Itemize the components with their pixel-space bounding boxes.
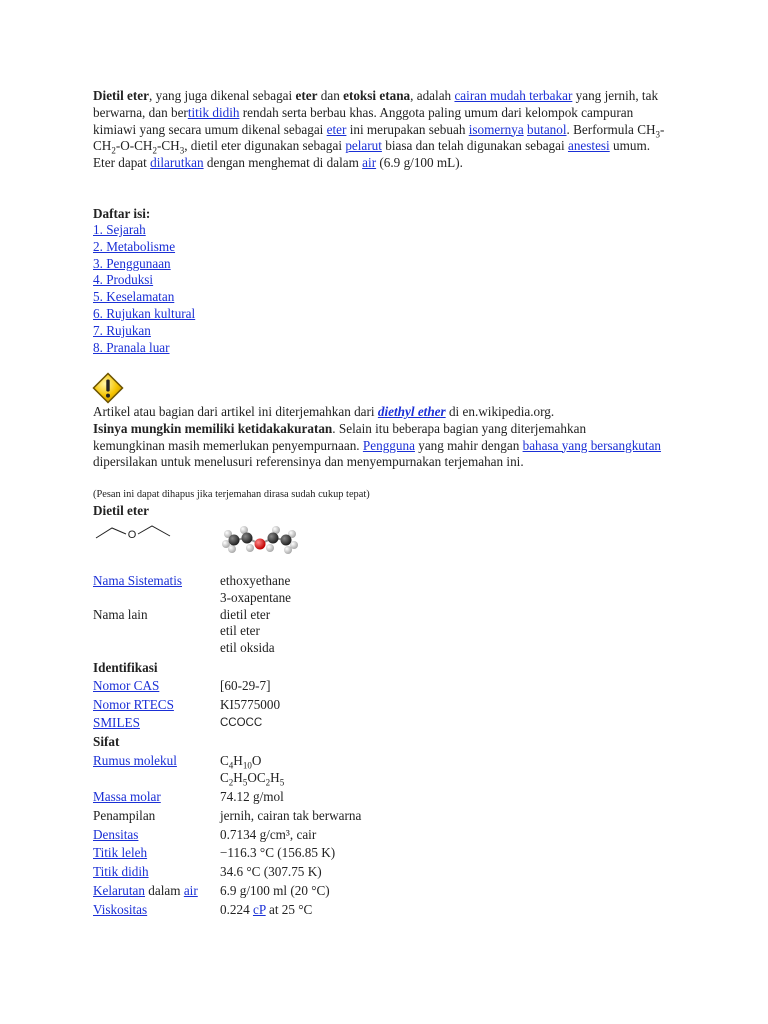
link-cp[interactable]: cP: [252, 901, 266, 917]
link-titik-didih-row[interactable]: Titik didih: [93, 864, 149, 880]
t: 4: [228, 761, 234, 772]
link-cairan-mudah-terbakar[interactable]: cairan mudah terbakar: [454, 88, 573, 103]
t: C: [220, 770, 229, 786]
row-didih: [93, 864, 413, 881]
subscript: 3: [655, 129, 661, 140]
section-sifat: Sifat: [93, 734, 120, 750]
text: umum. Eter dapat: [93, 138, 651, 171]
skeletal-oxygen-label: O: [127, 529, 137, 541]
infobox-title: Dietil eter: [93, 503, 150, 518]
toc-item-pranala-luar[interactable]: 8. Pranala luar: [93, 339, 170, 355]
toc-title: Daftar isi:: [93, 206, 151, 221]
row-penampilan: [93, 808, 413, 825]
row-rtecs: [93, 697, 413, 714]
row-smiles: [93, 715, 413, 732]
link-kelarutan[interactable]: Kelarutan: [93, 882, 145, 898]
text: ini merupakan sebuah: [346, 121, 469, 137]
link-nomor-cas[interactable]: Nomor CAS: [93, 677, 160, 693]
row-massa: [93, 789, 413, 806]
link-air[interactable]: air: [362, 155, 377, 171]
text: (6.9 g/100 mL).: [376, 155, 463, 171]
toc-item-metabolisme[interactable]: 2. Metabolisme: [93, 238, 176, 254]
value: CCOCC: [220, 716, 263, 729]
link-butanol[interactable]: butanol: [526, 121, 567, 137]
intro-paragraph: [93, 88, 671, 172]
value: etil oksida: [220, 640, 275, 656]
row-nama-lain: [93, 607, 413, 657]
link-isomernya[interactable]: isomernya: [468, 121, 524, 137]
t: OC: [247, 770, 266, 786]
notice-bold: Isinya mungkin memiliki ketidakakuratan: [93, 420, 333, 436]
row-rumus: [93, 753, 413, 787]
value: 34.6 °C (307.75 K): [220, 864, 322, 880]
t: H: [233, 753, 243, 769]
t: H: [270, 770, 280, 786]
text: dipersilakan untuk menelusuri referensinya dan menyempurnakan terjemahan ini.: [93, 454, 524, 470]
translation-notice: [93, 404, 661, 471]
term-etoksi: etoksi etana: [343, 88, 411, 103]
value: dietil eter: [220, 606, 271, 622]
text: biasa dan telah digunakan sebagai: [381, 138, 568, 154]
value: etil eter: [220, 623, 260, 639]
warning-icon: [92, 372, 124, 404]
row-viskositas: [93, 902, 413, 919]
skeletal-formula-image: [94, 520, 174, 542]
link-viskositas[interactable]: Viskositas: [93, 901, 148, 917]
text: dan: [317, 88, 344, 103]
row-densitas: [93, 827, 413, 844]
t: 2: [228, 777, 234, 788]
text: . Selain itu beberapa bagian yang diterjemahkan kemungkinan masih memerlukan penyempurnaan.: [93, 420, 587, 453]
t: 2: [265, 777, 271, 788]
toc-item-penggunaan[interactable]: 3. Penggunaan: [93, 255, 171, 271]
text: , yang juga dikenal sebagai: [149, 88, 296, 103]
t: 5: [242, 777, 248, 788]
t: 5: [279, 777, 285, 788]
formula-1: [220, 753, 413, 770]
link-massa-molar[interactable]: Massa molar: [93, 788, 161, 804]
text: , dietil eter digunakan sebagai: [184, 138, 346, 154]
value: −116.3 °C (156.85 K): [220, 845, 336, 861]
section-identifikasi: Identifikasi: [93, 659, 158, 675]
link-air-row[interactable]: air: [183, 882, 198, 898]
value: 0.7134 g/cm³, cair: [220, 826, 317, 842]
row-cas: [93, 678, 413, 695]
t: 10: [242, 761, 252, 772]
text: -CH: [93, 121, 665, 154]
value: 3-oxapentane: [220, 589, 292, 605]
toc-item-keselamatan[interactable]: 5. Keselamatan: [93, 289, 175, 305]
link-eter[interactable]: eter: [326, 121, 347, 137]
text: dalam: [145, 882, 184, 898]
term-bold: Dietil eter: [93, 88, 150, 103]
infobox-table: [93, 573, 413, 919]
t: O: [251, 753, 262, 769]
toc-item-rujukan-kultural[interactable]: 6. Rujukan kultural: [93, 305, 196, 321]
toc-item-produksi[interactable]: 4. Produksi: [93, 272, 154, 288]
subscript: 3: [179, 146, 185, 157]
text: yang mahir dengan: [414, 437, 523, 453]
link-pengguna[interactable]: Pengguna: [362, 437, 415, 453]
value: jernih, cairan tak berwarna: [220, 807, 362, 823]
link-densitas[interactable]: Densitas: [93, 826, 139, 842]
value: at 25 °C: [265, 901, 313, 917]
value: ethoxyethane: [220, 573, 291, 588]
subscript: 2: [152, 146, 157, 157]
link-nama-sistematis[interactable]: Nama Sistematis: [93, 573, 183, 588]
link-anestesi[interactable]: anestesi: [567, 138, 610, 154]
link-rumus-molekul[interactable]: Rumus molekul: [93, 753, 177, 769]
toc-list: [93, 222, 195, 356]
text: . Berformula CH: [566, 121, 656, 137]
t: C: [220, 753, 229, 769]
row-leleh: [93, 845, 413, 862]
link-diethyl-ether[interactable]: diethyl ether: [377, 404, 446, 419]
row-nama-sistematis: [93, 573, 413, 607]
text: rendah serta berbau khas. Anggota paling umum dari kelompok campuran kimiawi yang secara umum dikenal sebagai: [93, 104, 634, 137]
text: Artikel atau bagian dari artikel ini diterjemahkan dari: [93, 404, 378, 419]
ball-and-stick-model-image: [220, 524, 300, 556]
link-nomor-rtecs[interactable]: Nomor RTECS: [93, 696, 174, 712]
link-titik-leleh[interactable]: Titik leleh: [93, 845, 148, 861]
toc-item-sejarah[interactable]: 1. Sejarah: [93, 222, 146, 237]
text: dengan menghemat di dalam: [203, 155, 363, 171]
text: -O-CH: [115, 138, 153, 154]
value: 6.9 g/100 ml (20 °C): [220, 882, 330, 898]
text: , adalah: [410, 88, 455, 103]
link-pelarut[interactable]: pelarut: [345, 138, 382, 154]
formula-2: [220, 770, 413, 787]
link-dilarutkan[interactable]: dilarutkan: [150, 155, 204, 171]
value: KI5775000: [220, 696, 281, 712]
label: Nama lain: [93, 606, 148, 622]
t: H: [233, 770, 243, 786]
text: yang jernih, tak berwarna, dan ber: [93, 88, 659, 120]
toc-item-rujukan[interactable]: 7. Rujukan: [93, 322, 151, 338]
value: 0.224: [220, 901, 253, 917]
value: 74.12 g/mol: [220, 788, 284, 804]
subscript: 2: [111, 146, 116, 157]
term-eter: eter: [295, 88, 318, 103]
notice-small: (Pesan ini dapat dihapus jika terjemahan dirasa sudah cukup tepat): [93, 489, 370, 500]
link-titik-didih[interactable]: titik didih: [187, 104, 240, 120]
label: Penampilan: [93, 807, 156, 823]
text: di en.wikipedia.org.: [445, 404, 555, 419]
value: [60-29-7]: [220, 677, 271, 693]
link-bahasa-yang-bersangkutan[interactable]: bahasa yang bersangkutan: [522, 437, 662, 453]
text: -CH: [156, 138, 180, 154]
link-smiles[interactable]: SMILES: [93, 714, 140, 730]
row-kelarutan: [93, 883, 413, 900]
